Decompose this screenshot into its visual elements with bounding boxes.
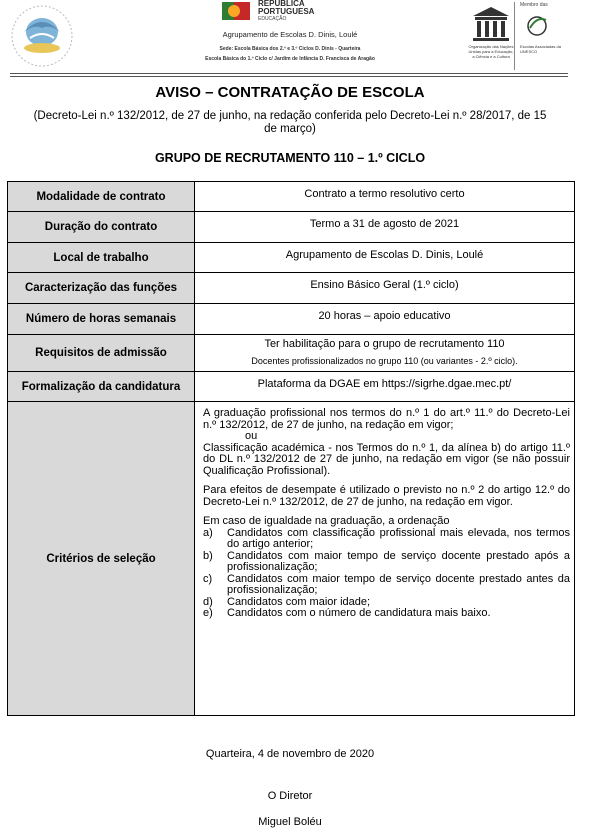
unesco-member-text: Membro das [520,2,548,8]
row-value: Termo a 31 de agosto de 2021 [195,212,575,243]
row-label: Requisitos de admissão [8,335,195,372]
republic-emblem-icon [222,0,252,22]
table-row [8,372,575,402]
table-row [8,182,575,212]
criteria-paragraph: A graduação profissional nos termos do n.º 1 do art.º 11.º do Decreto-Lei n.º 132/2012, de 27 de junho, na redação em vigor; [203,407,570,431]
unesco-org-text: Organização das Nações Unidas para a Educação, a Ciência e a Cultura [468,44,514,59]
row-label: Caracterização das funções [8,273,195,304]
associated-schools-icon [522,12,552,40]
republica-portuguesa-logo [222,0,342,26]
place-date: Quarteira, 4 de novembro de 2020 [205,748,375,760]
row-label: Critérios de seleção [8,402,195,716]
agrupamento-name: Agrupamento de Escolas D. Dinis, Loulé [222,30,358,39]
row-value [195,335,575,372]
legal-reference: (Decreto-Lei n.º 132/2012, de 27 de junho, na redação conferida pelo Decreto-Lei n.º 28/2017, de 15 de março) [33,110,547,135]
header-divider-2 [10,76,568,77]
row-value: 20 horas – apoio educativo [195,304,575,335]
sede-line-1: Sede: Escola Básica dos 2.º e 3.º Ciclos D. Dinis - Quarteira [219,46,361,52]
row-value: Ensino Básico Geral (1.º ciclo) [195,273,575,304]
signatory-name: Miguel Boléu [258,816,322,828]
recruitment-group: GRUPO DE RECRUTAMENTO 110 – 1.º CICLO [154,151,426,165]
table-row [8,273,575,304]
table-row [8,243,575,273]
school-logo-icon [10,2,74,72]
unesco-logo [470,2,590,72]
criteria-or: ou [245,430,258,442]
table-row [8,402,575,716]
page-header [0,0,594,80]
row-label: Número de horas semanais [8,304,195,335]
row-value: Plataforma da DGAE em https://sigrhe.dgae.mec.pt/ [195,372,575,402]
row-label: Duração do contrato [8,212,195,243]
list-item: c) Candidatos com maior tempo de serviço docente prestado antes da profissionalização; [203,572,570,596]
requirement-note: Docentes profissionalizados no grupo 110 (ou variantes - 2.º ciclo). [251,356,518,366]
contract-details-table [7,181,575,716]
unesco-temple-icon [470,4,512,44]
list-item: b) Candidatos com maior tempo de serviço docente prestado após a profissionalização; [203,549,570,573]
list-item: d) Candidatos com maior idade; [203,595,371,608]
row-value: Contrato a termo resolutivo certo [195,182,575,212]
row-value: Agrupamento de Escolas D. Dinis, Loulé [195,243,575,273]
row-label: Formalização da candidatura [8,372,195,402]
row-label: Modalidade de contrato [8,182,195,212]
republic-name: REPÚBLICA PORTUGUESA [258,0,315,16]
list-item: e) Candidatos com o número de candidatura mais baixo. [203,607,491,619]
criteria-paragraph: Classificação académica - nos Termos do n.º 1, da alínea b) do artigo 11.º do DL n.º 132/2012 de 27 de junho, na redação em vigor (se não possuir Qualificação Profissional). [203,441,570,477]
republic-education: EDUCAÇÃO [258,16,287,22]
list-item: a) Candidatos com classificação profissional mais elevada, nos termos do artigo anterior; [203,526,570,550]
table-row [8,212,575,243]
table-row [8,304,575,335]
page-title: AVISO – CONTRATAÇÃO DE ESCOLA [155,84,425,101]
header-divider [10,73,568,74]
criteria-paragraph: Para efeitos de desempate é utilizado o previsto no n.º 2 do artigo 12.º do Decreto-Lei n.º 132/2012, de 27 de junho, na redação em vigor. [203,484,570,508]
table-row [8,335,575,372]
selection-criteria [195,402,575,716]
unesco-schools-text: Escolas Associadas da UNESCO [520,44,561,54]
requirement-text: Ter habilitação para o grupo de recrutamento 110 [264,338,505,350]
signatory-role: O Diretor [267,790,313,802]
criteria-paragraph: Em caso de igualdade na graduação, a ordenação [203,515,450,527]
sede-line-2: Escola Básica do 1.º Ciclo c/ Jardim de Infância D. Francisca de Aragão [205,56,375,62]
row-label: Local de trabalho [8,243,195,273]
